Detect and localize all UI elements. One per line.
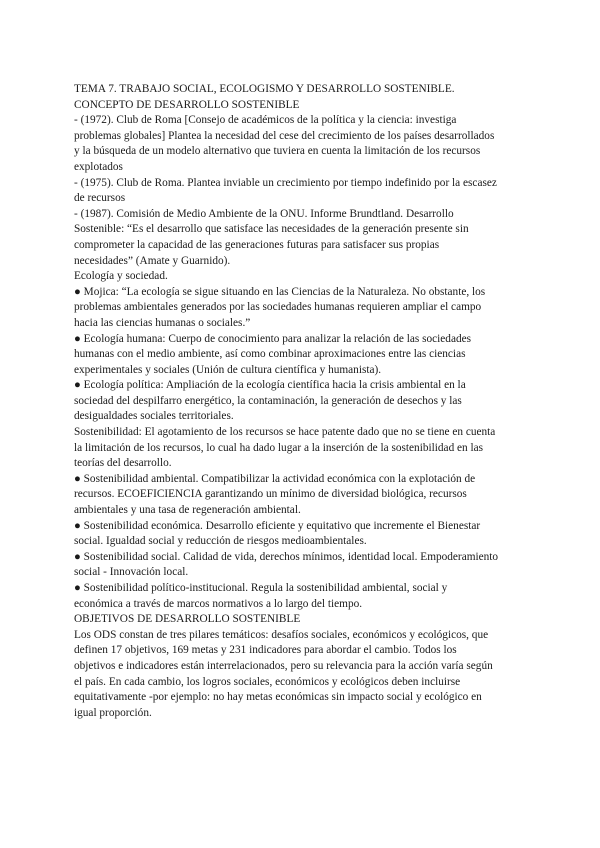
text-line: Los ODS constan de tres pilares temáticos: desafíos sociales, económicos y ecológicos, que	[74, 628, 489, 641]
text-line: igual proporción.	[74, 706, 152, 719]
bullet-line: ● Sostenibilidad ambiental. Compatibilizar la actividad económica con la explotación de	[74, 472, 476, 485]
text-line: social. Igualdad social y reducción de riesgos medioambientales.	[74, 535, 367, 548]
text-line: objetivos e indicadores están interrelacionados, pero su relevancia para la acción varía según	[74, 659, 493, 672]
text-line: el país. En cada cambio, los logros sociales, económicos y ecológicos deben incluirse	[74, 675, 461, 688]
section-heading: OBJETIVOS DE DESARROLLO SOSTENIBLE	[74, 613, 301, 626]
text-line: Sostenibilidad: El agotamiento de los recursos se hace patente dado que no se tiene en cuenta	[74, 426, 496, 439]
bullet-line: ● Sostenibilidad político-institucional. Regula la sostenibilidad ambiental, social y	[74, 582, 448, 594]
text-line: explotados	[74, 160, 123, 173]
text-line: Sostenible: “Es el desarrollo que satisface las necesidades de la generación presente sin	[74, 223, 469, 236]
document-page	[74, 82, 524, 721]
bullet-line: ● Mojica: “La ecología se sigue situando en las Ciencias de la Naturaleza. No obstante, los	[74, 285, 486, 298]
document-title: TEMA 7. TRABAJO SOCIAL, ECOLOGISMO Y DESARROLLO SOSTENIBLE.	[74, 83, 455, 95]
subheading: Ecología y sociedad.	[74, 270, 168, 283]
text-line: problemas ambientales generados por las sociedades humanas requieren ampliar el campo	[74, 301, 482, 314]
text-line: teorías del desarrollo.	[74, 457, 172, 470]
section-heading: CONCEPTO DE DESARROLLO SOSTENIBLE	[74, 98, 300, 111]
text-line: sociedad del despilfarro energético, la contaminación, la generación de desechos y las	[74, 394, 462, 407]
text-line: - (1975). Club de Roma. Plantea inviable un crecimiento por tiempo indefinido por la escasez	[74, 176, 497, 189]
text-line: de recursos	[74, 192, 126, 205]
text-line: equitativamente -por ejemplo: no hay metas económicas sin impacto social y ecológico en	[74, 691, 482, 704]
text-line: ambientales y una tasa de regeneración ambiental.	[74, 504, 301, 517]
text-line: humanas con el medio ambiente, así como combinar aproximaciones entre las ciencias	[74, 348, 466, 361]
bullet-line: ● Sostenibilidad económica. Desarrollo eficiente y equitativo que incremente el Bienestar	[74, 519, 481, 532]
bullet-line: ● Ecología política: Ampliación de la ecología científica hacia la crisis ambiental en la	[74, 379, 466, 392]
text-line: definen 17 objetivos, 169 metas y 231 indicadores para abordar el cambio. Todos los	[74, 644, 457, 657]
text-line: - (1987). Comisión de Medio Ambiente de la ONU. Informe Brundtland. Desarrollo	[74, 207, 454, 220]
text-line: comprometer la capacidad de las generaciones futuras para satisfacer sus propias	[74, 238, 440, 251]
text-line: y la búsqueda de un modelo alternativo que tuviera en cuenta la limitación de los recursos	[74, 145, 481, 158]
text-line: la limitación de los recursos, lo cual ha dado lugar a la inserción de la sostenibilidad en las	[74, 441, 484, 454]
text-line: experimentales y sociales (Unión de cultura científica y humanista).	[74, 363, 382, 376]
text-line: problemas globales] Plantea la necesidad del cese del crecimiento de los países desarrollados	[74, 129, 495, 142]
bullet-line: ● Sostenibilidad social. Calidad de vida, derechos mínimos, identidad local. Empoderamiento	[74, 550, 499, 563]
text-line: necesidades” (Amate y Guarnido).	[74, 254, 231, 267]
text-line: económica a través de marcos normativos a lo largo del tiempo.	[74, 597, 363, 610]
text-line: desigualdades sociales territoriales.	[74, 410, 234, 423]
text-line: recursos. ECOEFICIENCIA garantizando un mínimo de diversidad biológica, recursos	[74, 488, 467, 501]
text-line: social - Innovación local.	[74, 566, 189, 579]
text-line: hacia las ciencias humanas o sociales.”	[74, 316, 251, 329]
bullet-line: ● Ecología humana: Cuerpo de conocimiento para analizar la relación de las sociedades	[74, 332, 472, 345]
text-line: - (1972). Club de Roma [Consejo de académicos de la política y la ciencia: investiga	[74, 114, 457, 127]
